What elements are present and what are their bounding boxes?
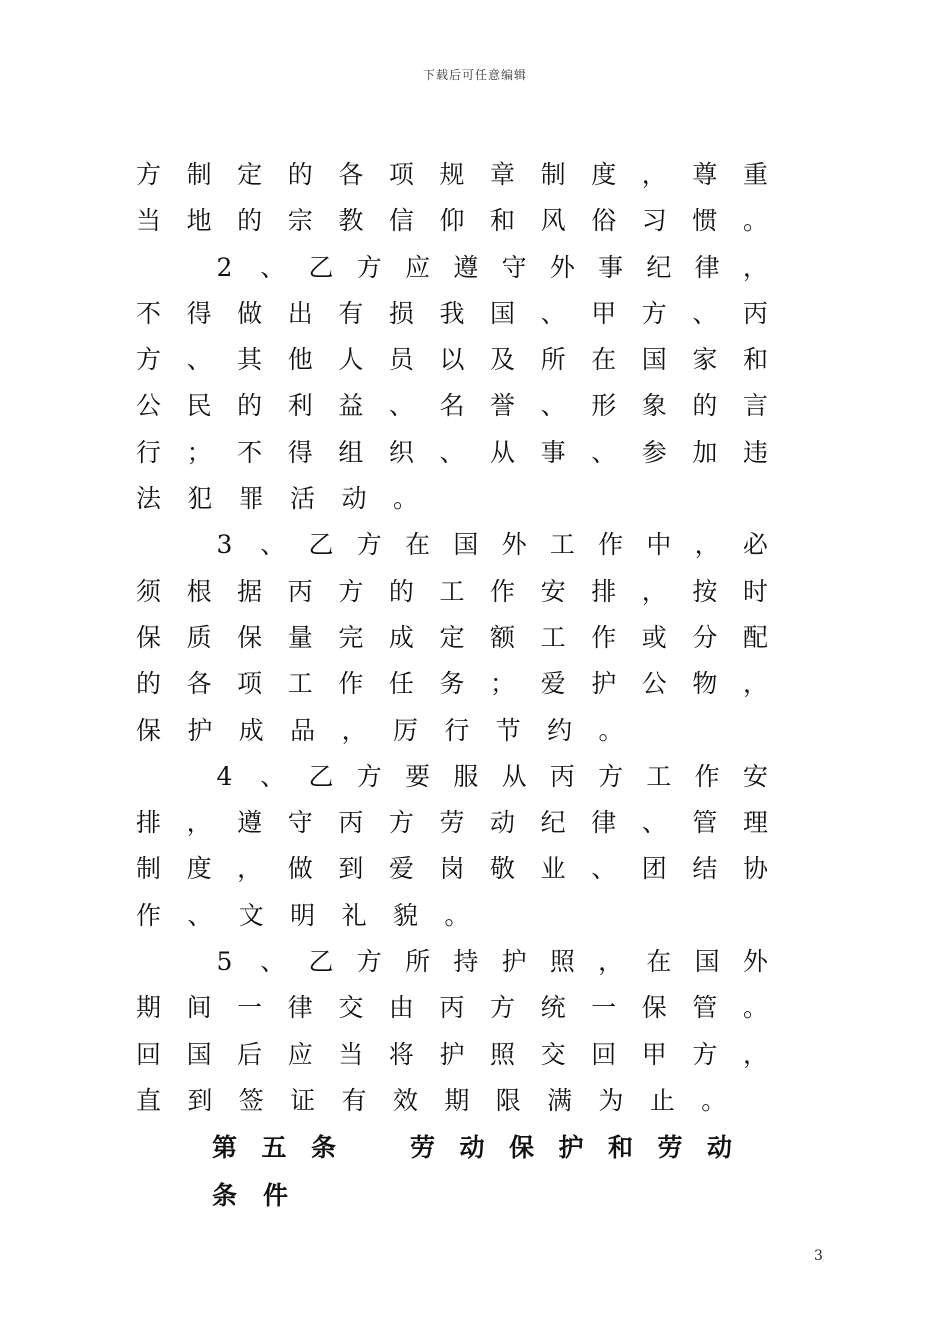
text-line: 公 民 的 利 益 、 名 誉 、 形 象 的 言: [136, 391, 768, 421]
text-line: 不 得 做 出 有 损 我 国 、 甲 方 、 丙: [136, 298, 768, 328]
text-line: 回 国 后 应 当 将 护 照 交 回 甲 方 ，: [136, 1039, 768, 1069]
text-line: 保 质 保 量 完 成 定 额 工 作 或 分 配: [136, 622, 768, 652]
text-line: 行 ； 不 得 组 织 、 从 事 、 参 加 违: [136, 437, 768, 467]
contract-body-text: [136, 152, 768, 1124]
text-line: 2 、 乙 方 应 遵 守 外 事 纪 律 ，: [216, 252, 768, 282]
page-number: 3: [814, 1248, 823, 1264]
text-line: 4 、 乙 方 要 服 从 丙 方 工 作 安: [216, 761, 768, 791]
text-line: 排 ， 遵 守 丙 方 劳 动 纪 律 、 管 理: [136, 808, 768, 838]
text-line: 5 、 乙 方 所 持 护 照 ， 在 国 外: [216, 947, 768, 977]
text-line: 须 根 据 丙 方 的 工 作 安 排 ， 按 时: [136, 576, 768, 606]
header-note: 下载后可任意编辑: [422, 68, 527, 82]
section-heading-line-1: 第 五 条 劳 动 保 护 和 劳 动: [212, 1133, 733, 1162]
text-line: 期 间 一 律 交 由 丙 方 统 一 保 管 。: [136, 993, 768, 1023]
text-line: 方 制 定 的 各 项 规 章 制 度 ， 尊 重: [136, 160, 768, 189]
text-line: 方 、 其 他 人 员 以 及 所 在 国 家 和: [136, 345, 768, 375]
text-line: 当 地 的 宗 教 信 仰 和 风 俗 习 惯 。: [136, 206, 768, 236]
text-line: 保 护 成 品 ， 厉 行 节 约 。: [136, 715, 624, 745]
text-line: 的 各 项 工 作 任 务 ； 爱 护 公 物 ，: [136, 669, 768, 699]
text-line: 3 、 乙 方 在 国 外 工 作 中 ， 必: [216, 530, 768, 560]
text-line: 法 犯 罪 活 动 。: [136, 484, 418, 514]
text-line: 作 、 文 明 礼 貌 。: [136, 900, 470, 930]
section-heading-line-2: 条 件: [212, 1181, 289, 1210]
text-line: 制 度 ， 做 到 爱 岗 敬 业 、 团 结 协: [136, 854, 768, 884]
text-line: 直 到 签 证 有 效 期 限 满 为 止 。: [136, 1085, 727, 1115]
